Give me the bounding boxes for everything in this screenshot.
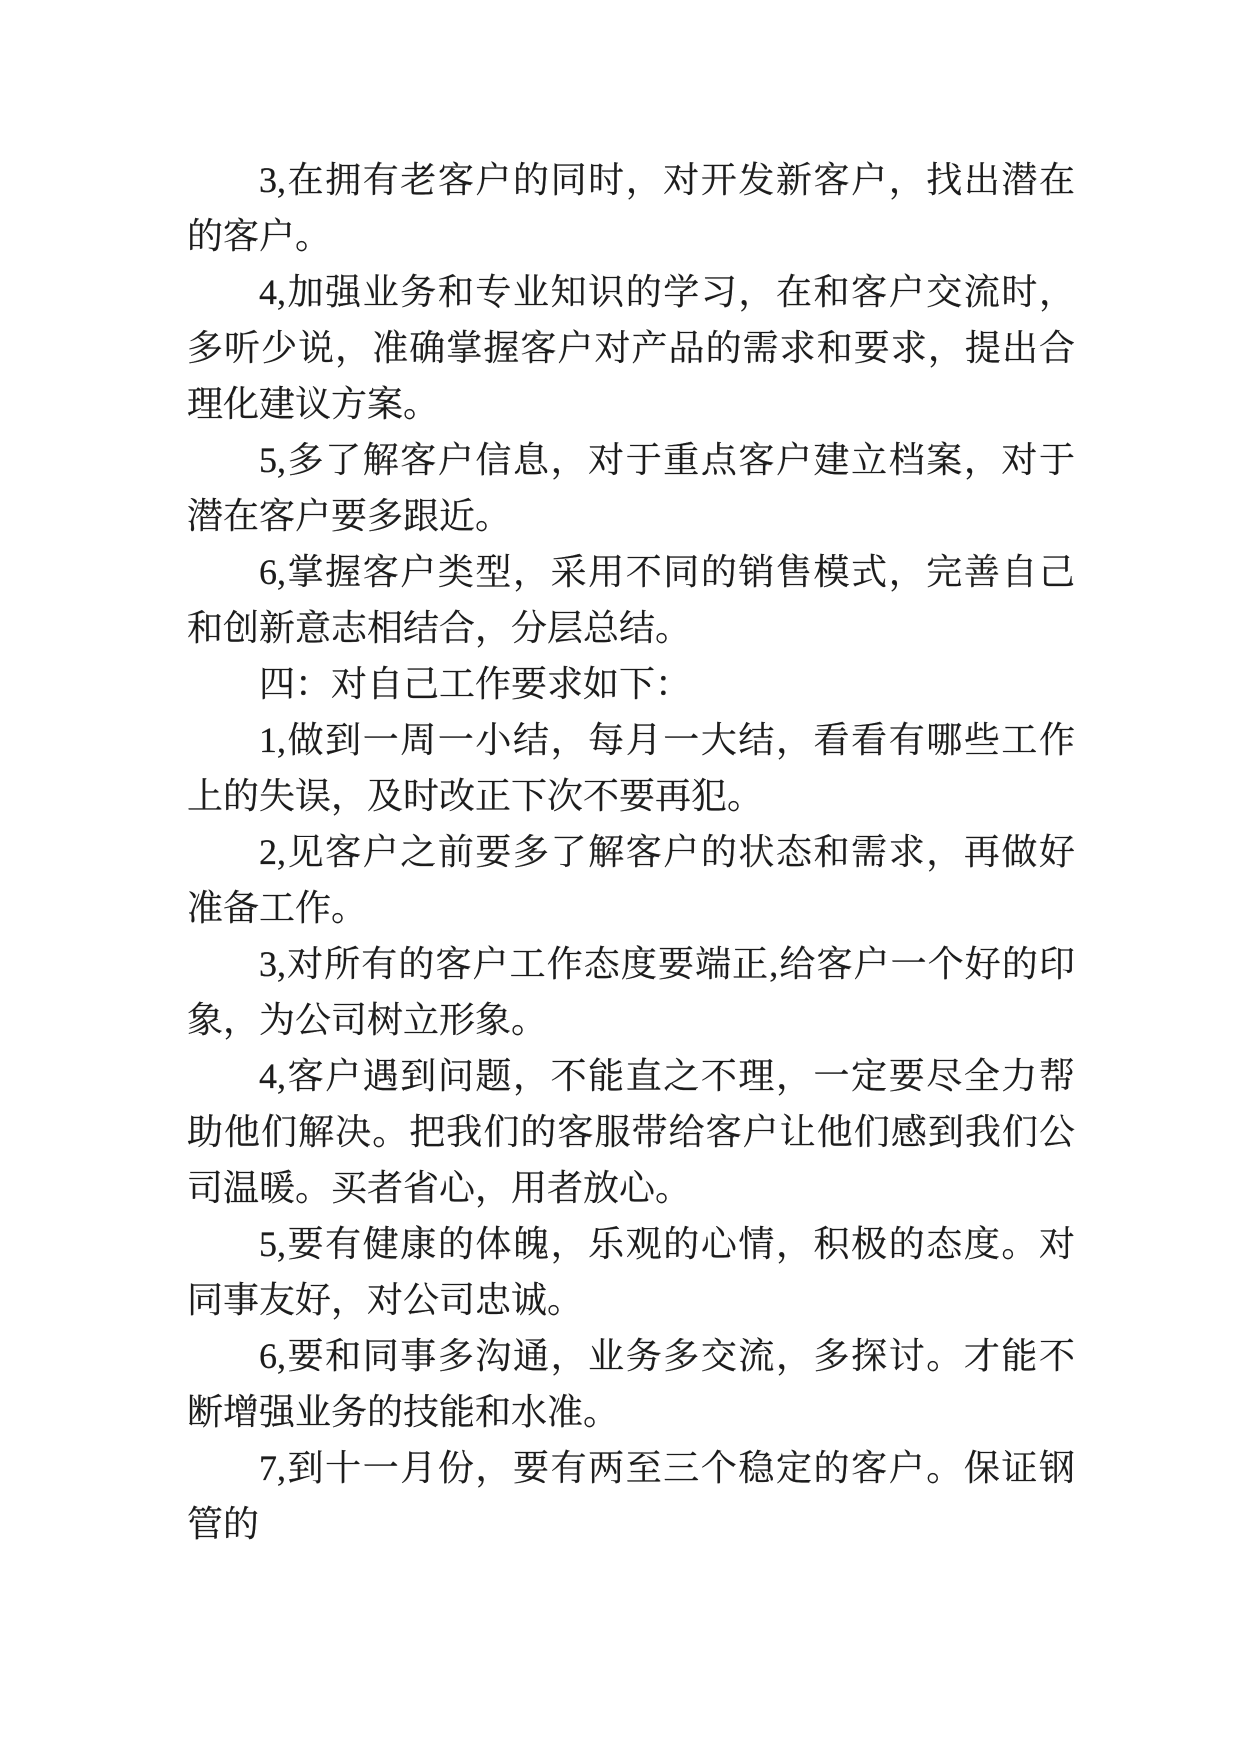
paragraph: 4,客户遇到问题，不能直之不理，一定要尽全力帮助他们解决。把我们的客服带给客户让他们感到我们公司温暖。买者省心，用者放心。	[187, 1056, 1075, 1208]
paragraph: 7,到十一月份，要有两至三个稳定的客户。保证钢管的	[187, 1448, 1075, 1544]
paragraph: 四：对自己工作要求如下：	[259, 664, 692, 704]
document-body	[187, 152, 1075, 1552]
paragraph: 6,掌握客户类型，采用不同的销售模式，完善自己和创新意志相结合，分层总结。	[187, 552, 1075, 648]
paragraph: 4,加强业务和专业知识的学习，在和客户交流时，多听少说，准确掌握客户对产品的需求和要求，提出合理化建议方案。	[187, 272, 1075, 424]
paragraph: 5,要有健康的体魄，乐观的心情，积极的态度。对同事友好，对公司忠诚。	[187, 1224, 1075, 1320]
paragraph: 3,在拥有老客户的同时，对开发新客户，找出潜在的客户。	[187, 160, 1075, 256]
paragraph: 3,对所有的客户工作态度要端正,给客户一个好的印象，为公司树立形象。	[187, 944, 1075, 1040]
paragraph: 1,做到一周一小结，每月一大结，看看有哪些工作上的失误，及时改正下次不要再犯。	[187, 720, 1075, 816]
paragraph: 2,见客户之前要多了解客户的状态和需求，再做好准备工作。	[187, 832, 1075, 928]
paragraph: 6,要和同事多沟通，业务多交流，多探讨。才能不断增强业务的技能和水准。	[187, 1336, 1075, 1432]
paragraph: 5,多了解客户信息，对于重点客户建立档案，对于潜在客户要多跟近。	[187, 440, 1075, 536]
